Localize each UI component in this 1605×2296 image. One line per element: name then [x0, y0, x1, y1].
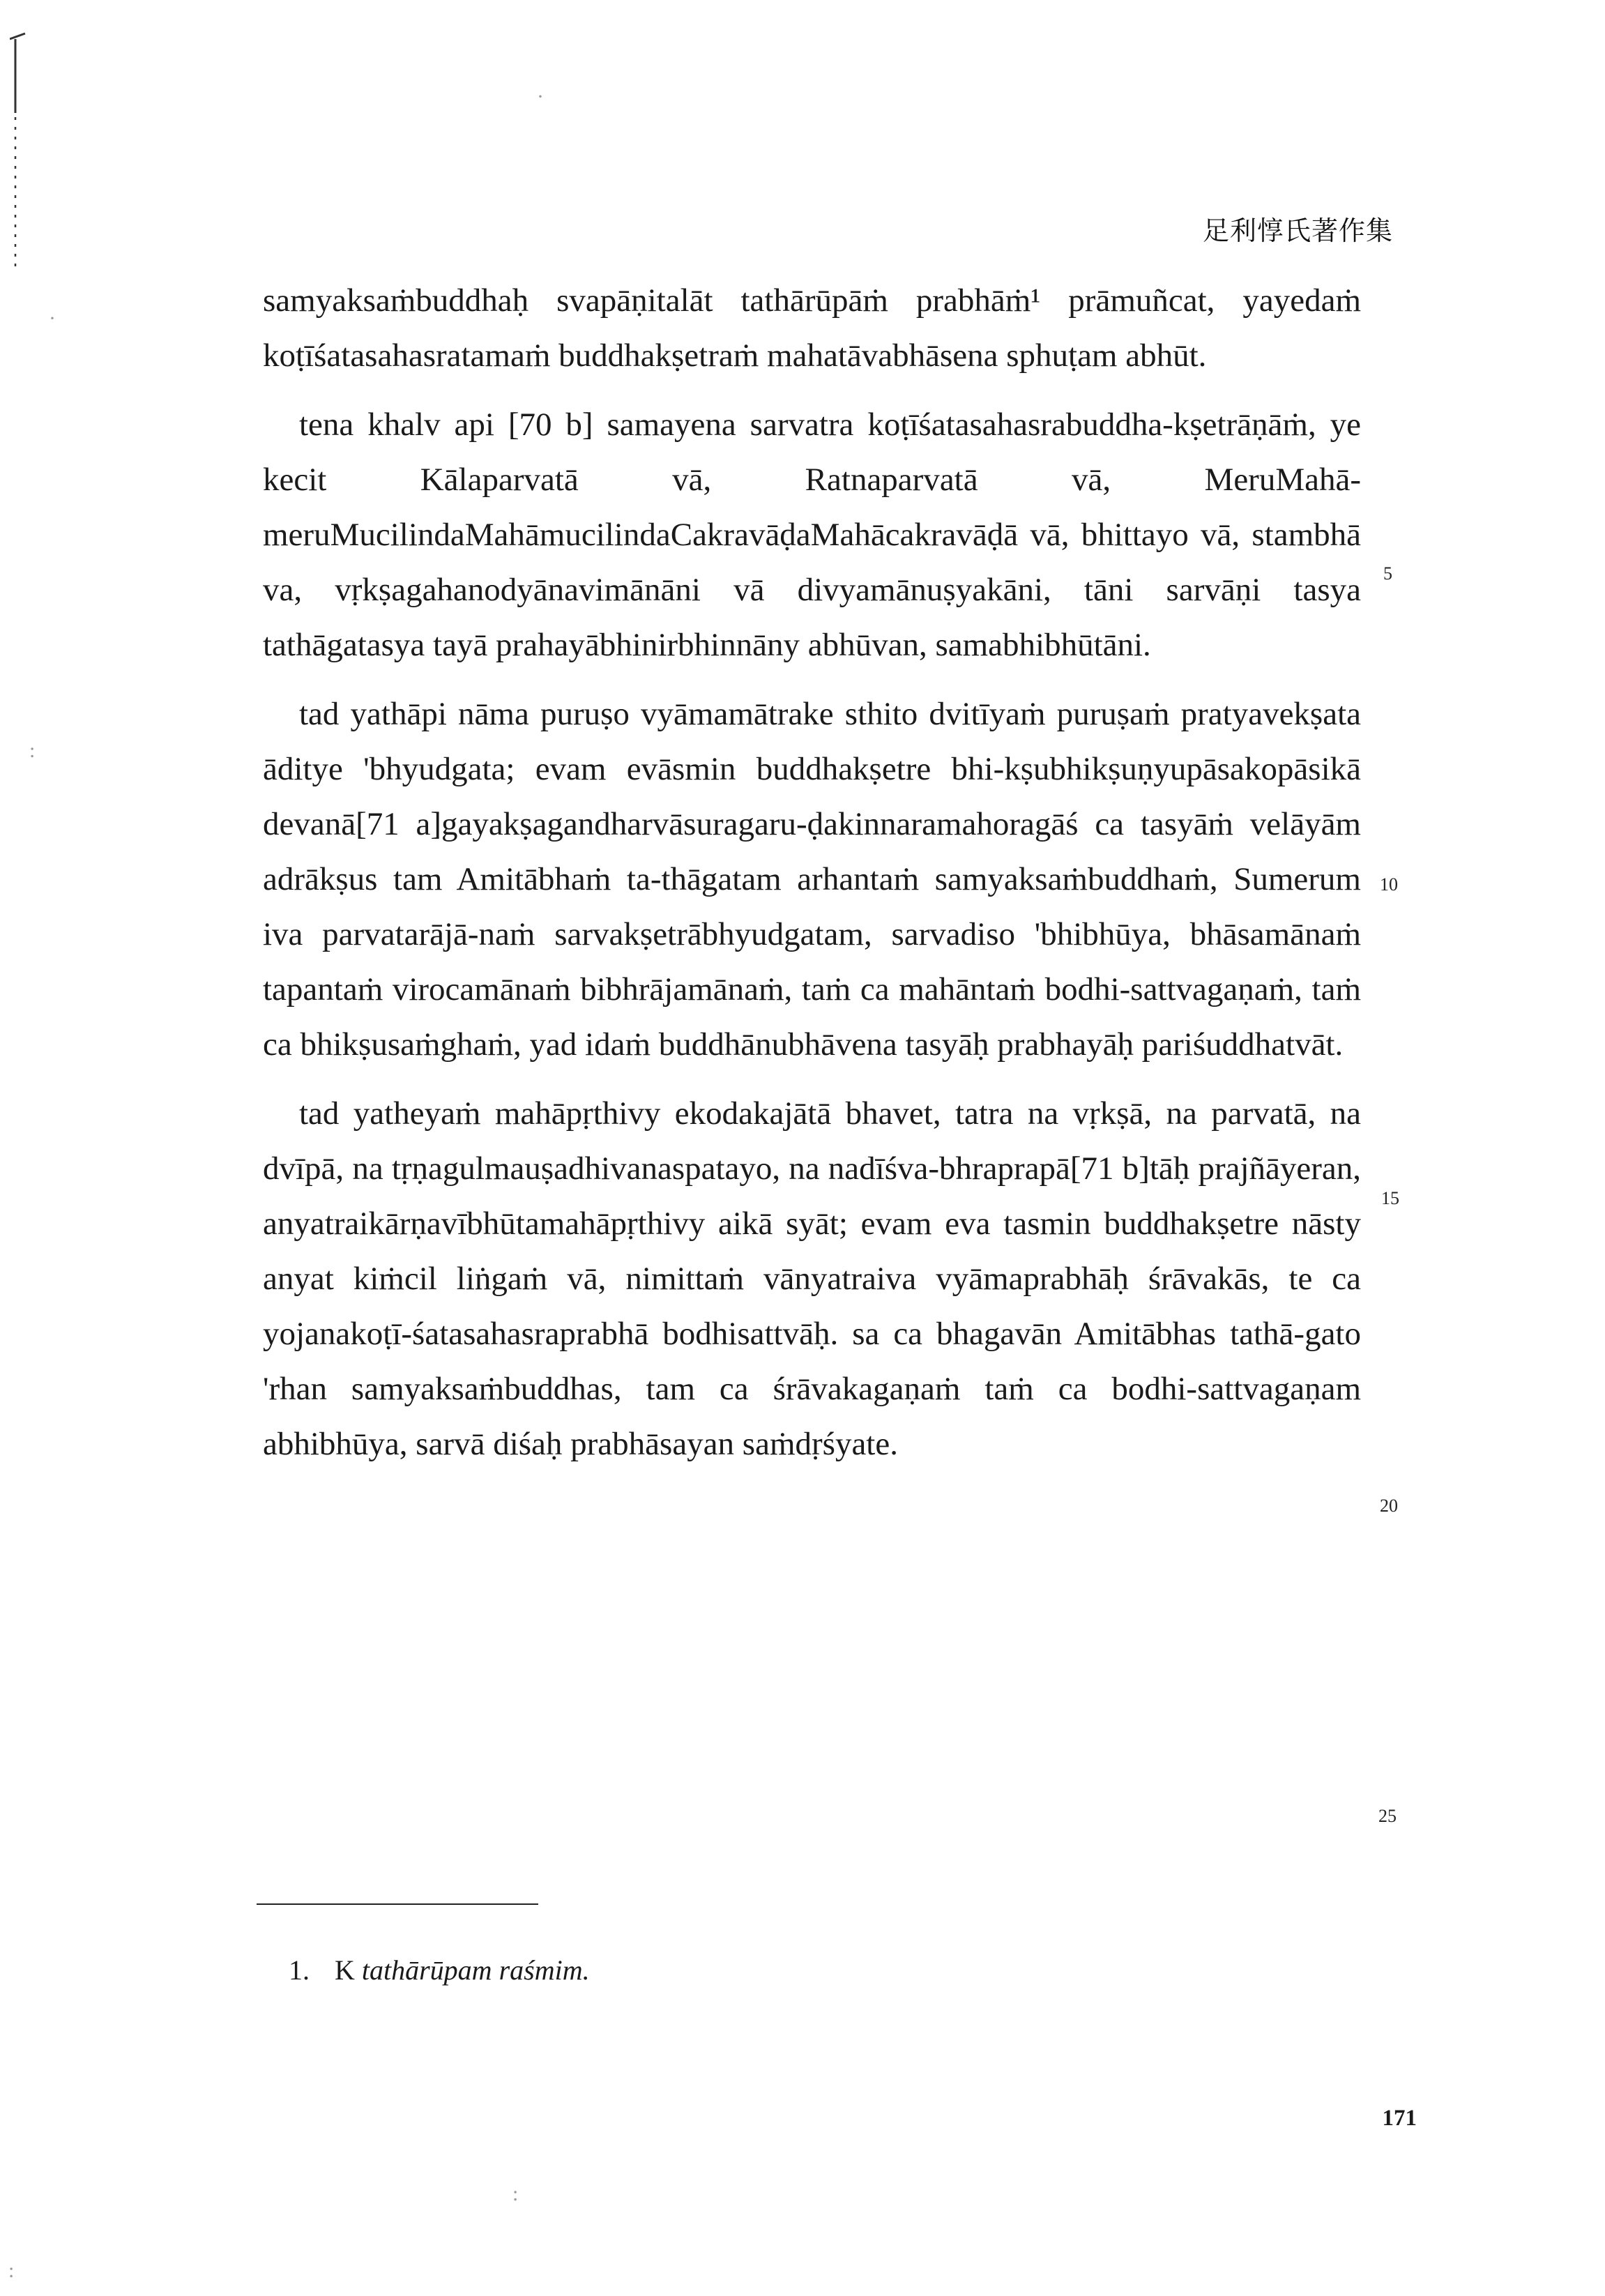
line-number: 5: [1383, 563, 1392, 584]
footnote-siglum: K: [335, 1954, 355, 1986]
paragraph: tad yatheyaṁ mahāpṛthivy ekodakajātā bhavet, tatra na vṛkṣā, na parvatā, na dvīpā, na tṛṇagulmauṣadhivanaspatayo, na nadīśva-bhraprapā[71 b]tāḥ prajñāyeran, anyatraikārṇavībhūtamahāpṛthivy aikā syāt; evam eva tasmin buddhakṣetre nāsty anyat kiṁcil liṅgaṁ vā, nimittaṁ vānyatraiva vyāmaprabhāḥ śrāvakās, te ca yojanakoṭī-śatasahasraprabhā bodhisattvāḥ. sa ca bhagavān Amitābhas tathā-gato 'rhan samyaksaṁbuddhas, tam ca śrāvakagaṇaṁ taṁ ca bodhi-sattvagaṇam abhibhūya, sarvā diśaḥ prabhāsayan saṁdṛśyate.: [263, 1095, 1361, 1462]
footnote-text: tathārūpam raśmim.: [361, 1954, 590, 1986]
scan-speck: :: [512, 2182, 519, 2205]
paragraph: tena khalv api [70 b] samayena sarvatra koṭīśatasahasrabuddha-kṣetrāṇāṁ, ye kecit Kālaparvatā vā, Ratnaparvatā vā, MeruMahā-meruMucilindaMahāmucilindaCakravāḍaMahācakravāḍā vā, bhittayo vā, stambhā va, vṛkṣagahanodyānavimānāni vā divyamānuṣyakāni, tāni sarvāṇi tasya tathāgatasya tayā prahayābhinirbhinnāny abhūvan, samabhibhūtāni.: [263, 406, 1361, 663]
line-number: 25: [1378, 1806, 1397, 1826]
line-number: 10: [1380, 874, 1398, 895]
footnote-rule: [257, 1903, 538, 1905]
body-text: [263, 273, 1361, 1472]
page-number: 171: [1382, 2106, 1417, 2131]
line-number: 20: [1380, 1496, 1398, 1516]
running-head: 足利惇氏著作集: [1202, 215, 1393, 246]
scan-speck: ·: [537, 85, 544, 108]
footnote-number: 1.: [289, 1954, 310, 1986]
paragraph: samyaksaṁbuddhaḥ svapāṇitalāt tathārūpāṁ prabhāṁ¹ prāmuñcat, yayedaṁ koṭīśatasahasratamaṁ buddhakṣetraṁ mahatāvabhāsena sphuṭam abhūt.: [263, 282, 1361, 374]
footnote: [289, 1954, 590, 1986]
binding-margin-mark: [10, 29, 45, 266]
scan-speck: :: [29, 739, 36, 762]
scan-speck: :: [8, 2259, 15, 2282]
scan-speck: ·: [49, 307, 56, 330]
line-number: 15: [1381, 1188, 1399, 1208]
paragraph: tad yathāpi nāma puruṣo vyāmamātrake sthito dvitīyaṁ puruṣaṁ pratyavekṣata āditye 'bhyudgata; evam evāsmin buddhakṣetre bhi-kṣubhikṣuṇyupāsakopāsikā devanā[71 a]gayakṣagandharvāsuragaru-ḍakinnaramahoragāś ca tasyāṁ velāyām adrākṣus tam Amitābhaṁ ta-thāgatam arhantaṁ samyaksaṁbuddhaṁ, Sumerum iva parvatarājā-naṁ sarvakṣetrābhyudgatam, sarvadiso 'bhibhūya, bhāsamānaṁ tapantaṁ virocamānaṁ bibhrājamānaṁ, taṁ ca mahāntaṁ bodhi-sattvagaṇaṁ, taṁ ca bhikṣusaṁghaṁ, yad idaṁ buddhānubhāvena tasyāḥ prabhayāḥ pariśuddhatvāt.: [263, 696, 1361, 1063]
